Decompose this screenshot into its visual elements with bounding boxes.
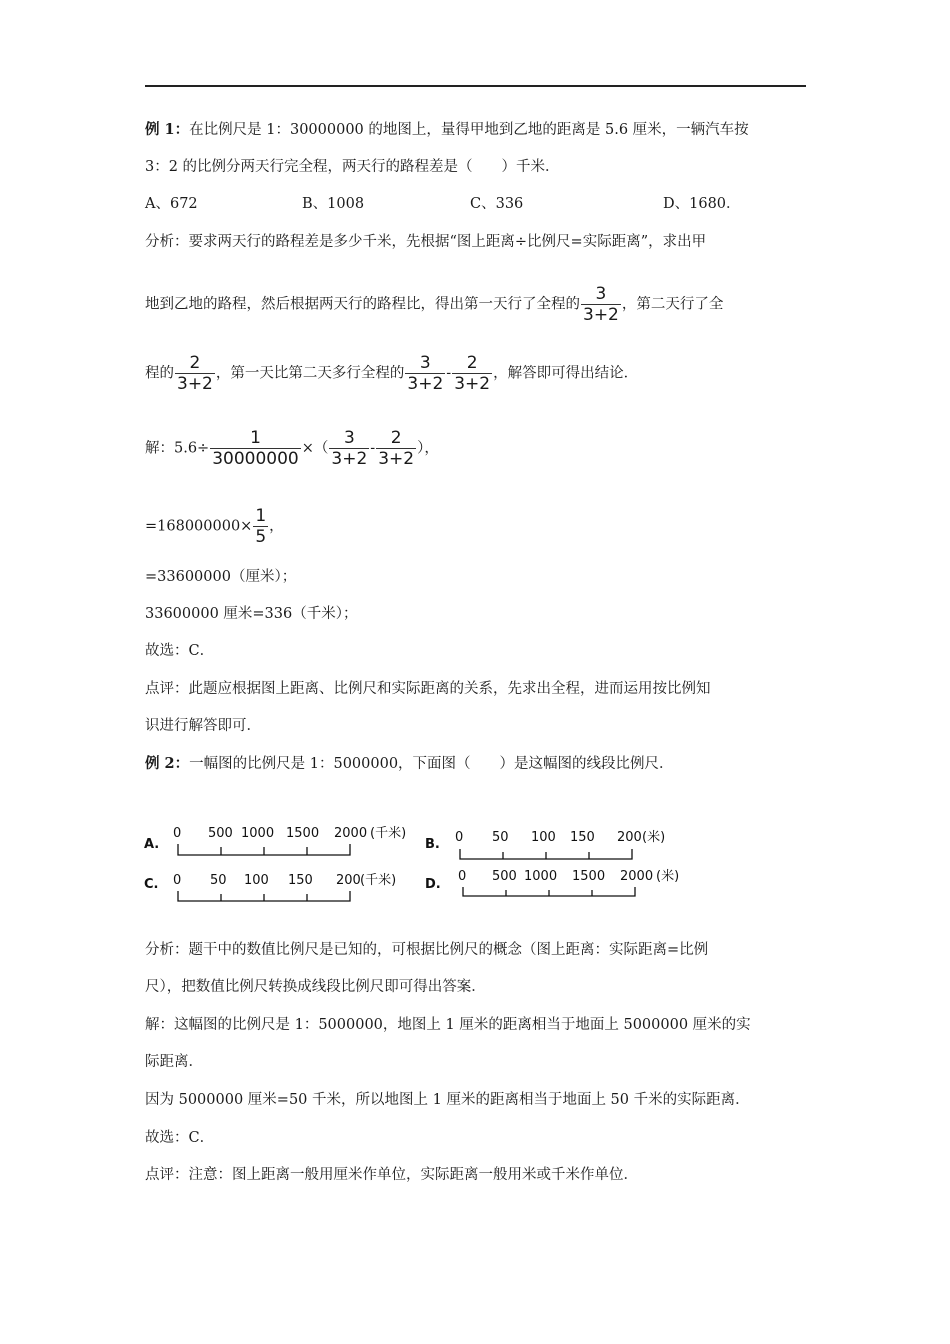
scale-b-tick-0: 0 <box>455 830 464 845</box>
ex1-solution-line4: 33600000 厘米=336（千米）； <box>145 606 358 622</box>
scale-c-tick-150: 150 <box>288 873 313 888</box>
scale-c-tick-0: 0 <box>173 873 182 888</box>
ex2-comment: 点评：注意：图上距离一般用厘米作单位，实际距离一般用米或千米作单位． <box>145 1167 638 1183</box>
scale-a-tick-500: 500 <box>208 826 233 841</box>
fraction-2-over-5: $\frac{2}{3+2}$ <box>177 353 213 394</box>
ex2-solution-line3: 因为 5000000 厘米=50 千米，所以地图上 1 厘米的距离相当于地面上 50 千米的实际距离． <box>145 1092 750 1108</box>
fraction-2-over-5: $\frac{2}{3+2}$ <box>454 353 491 394</box>
fraction-3-over-5: $\frac{3}{3+2}$ <box>407 353 444 394</box>
ex2-question: 例 2：一幅图的比例尺是 1：5000000，下面图（ ）是这幅图的线段比例尺． <box>145 755 674 772</box>
ex1-question-line1: 例 1：在比例尺是 1：30000000 的地图上，量得甲地到乙地的距离是 5.6 厘米，一辆汽车按 <box>145 121 749 138</box>
scale-d-label: D. <box>425 877 441 892</box>
scale-a-tick-1000: 1000 <box>241 826 275 841</box>
scale-c-unit: (千米) <box>360 873 397 888</box>
option-b: B、1008 <box>302 196 365 212</box>
scale-c-tick-100: 100 <box>244 873 269 888</box>
ex1-analysis-line1: 分析：要求两天行的路程差是多少千米，先根据“图上距离÷比例尺=实际距离”，求出甲 <box>145 234 707 250</box>
scale-option-a <box>144 825 406 855</box>
scale-b-label: B. <box>425 837 440 852</box>
ex1-analysis-line3: 程的 $\frac{2}{3+2}$ ，第一天比第二天多行全程的 $\frac{3}{3+2}$ - $\frac{2}{3+2}$ ，解答即可得出结论． <box>145 353 639 394</box>
ex2-solution-line1: 解：这幅图的比例尺是 1：5000000，地图上 1 厘米的距离相当于地面上 5000000 厘米的实 <box>145 1017 751 1033</box>
ex2-analysis-line2: 尺），把数值比例尺转换成线段比例尺即可得出答案． <box>145 979 486 995</box>
fraction-scale: $\frac{1}{30000000}$ <box>212 428 299 469</box>
fraction-3-over-5: $\frac{3}{3+2}$ <box>331 428 368 469</box>
scale-a-unit: (千米) <box>370 826 407 841</box>
scale-d-line <box>463 887 635 896</box>
scale-option-d <box>425 868 679 896</box>
ex1-choose: 故选：C． <box>145 643 215 659</box>
scale-c-tick-200: 200 <box>336 873 361 888</box>
ex1-solution-line1: 解：5.6÷ $\frac{1}{30000000}$ ×（ $\frac{3}{3+2}$ - $\frac{2}{3+2}$ ）， <box>145 428 439 469</box>
scale-a-line <box>178 844 350 855</box>
ex1-title: 例 1： <box>145 121 190 138</box>
scale-c-label: C. <box>144 877 159 892</box>
header-rule <box>145 85 806 87</box>
scale-b-tick-50: 50 <box>492 830 509 845</box>
ex2-analysis-line1: 分析：题干中的数值比例尺是已知的，可根据比例尺的概念（图上距离：实际距离=比例 <box>145 942 709 958</box>
ex1-solution-line3: =33600000（厘米）； <box>145 569 297 585</box>
scale-d-tick-2000: 2000 <box>620 869 654 884</box>
scale-d-unit: (米) <box>656 869 680 884</box>
scale-b-tick-200: 200 <box>617 830 642 845</box>
scale-a-tick-1500: 1500 <box>286 826 320 841</box>
ex1-question-line2: 3：2 的比例分两天行完全程，两天行的路程差是（ ）千米． <box>145 159 560 175</box>
scale-b-tick-100: 100 <box>531 830 556 845</box>
ex2-title: 例 2： <box>145 755 190 772</box>
scale-a-tick-0: 0 <box>173 826 182 841</box>
ex1-comment-line2: 识进行解答即可． <box>145 718 261 734</box>
ex2-choose: 故选：C． <box>145 1130 215 1146</box>
ex1-comment-line1: 点评：此题应根据图上距离、比例尺和实际距离的关系，先求出全程，进而运用按比例知 <box>145 681 711 697</box>
scale-a-label: A. <box>144 837 160 852</box>
scale-c-line <box>178 891 350 901</box>
scale-a-tick-2000: 2000 <box>334 826 368 841</box>
fraction-2-over-5: $\frac{2}{3+2}$ <box>378 428 415 469</box>
scale-b-tick-150: 150 <box>570 830 595 845</box>
scale-d-tick-1000: 1000 <box>524 869 558 884</box>
fraction-3-over-5: $\frac{3}{3+2}$ <box>583 284 619 325</box>
scale-d-tick-500: 500 <box>492 869 517 884</box>
option-c: C、336 <box>470 196 524 212</box>
scale-b-unit: (米) <box>642 830 666 845</box>
scale-d-tick-1500: 1500 <box>572 869 606 884</box>
scale-option-c <box>144 872 396 901</box>
fraction-1-over-5: $\frac{1}{5}$ <box>255 506 267 547</box>
scale-d-tick-0: 0 <box>458 869 467 884</box>
option-d: D、1680． <box>663 196 741 212</box>
ex2-solution-line2: 际距离． <box>145 1054 203 1070</box>
ex1-solution-line2: =168000000× $\frac{1}{5}$ ， <box>145 506 284 547</box>
ex1-analysis-line2: 地到乙地的路程，然后根据两天行的路程比，得出第一天行了全程的 $\frac{3}{3+2}$ ，第二天行了全 <box>145 284 724 325</box>
scale-b-line <box>460 849 632 859</box>
scale-c-tick-50: 50 <box>210 873 227 888</box>
line-scale-figure <box>140 818 700 908</box>
scale-option-b <box>425 829 665 859</box>
option-a: A、672 <box>145 196 198 212</box>
